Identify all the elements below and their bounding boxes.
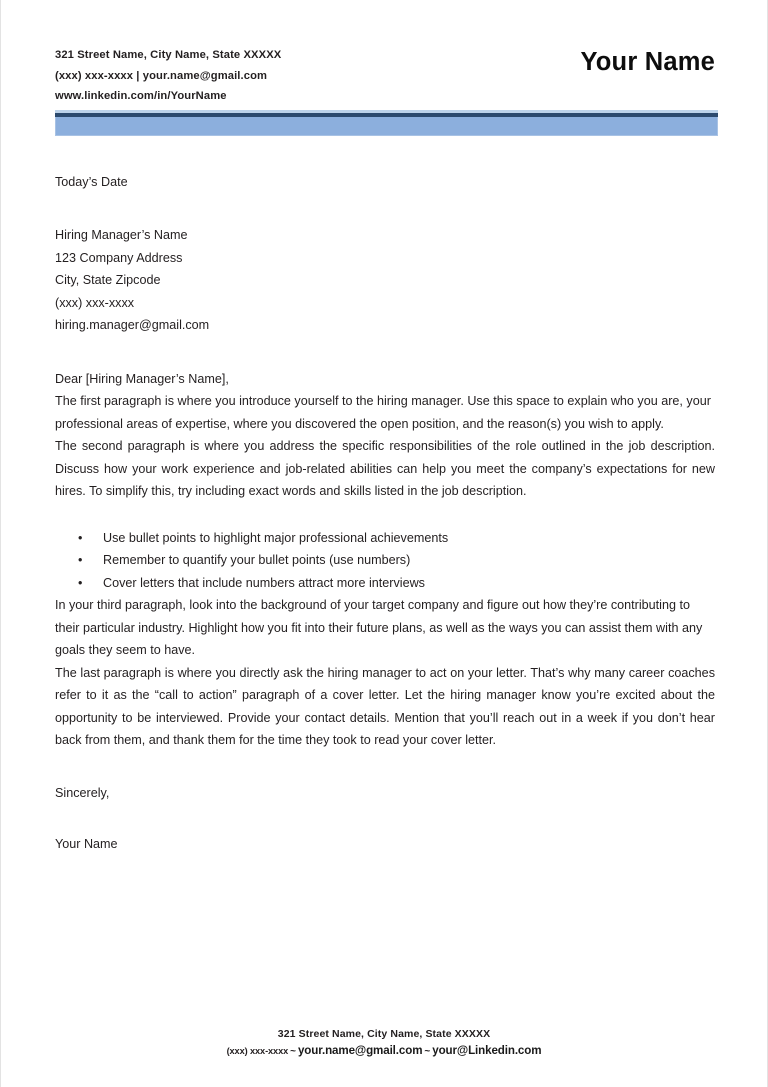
- header-contact-block: [55, 45, 281, 107]
- list-item-label: Remember to quantify your bullet points (use numbers): [103, 553, 411, 567]
- paragraph-three: In your third paragraph, look into the background of your target company and figure out how they’re contributing to their particular industry. Highlight how you fit into their future plans, as well as the ways you can assist them with any goals they seem to have.: [55, 598, 703, 657]
- list-item: [55, 527, 715, 550]
- header-contact-address: 321 Street Name, City Name, State XXXXX: [55, 49, 282, 61]
- bullet-point-icon: •: [78, 530, 83, 545]
- footer-separator-icon: ~: [424, 1046, 431, 1057]
- achievements-bullet-list: [55, 527, 715, 595]
- recipient-name: Hiring Manager’s Name: [55, 228, 188, 242]
- divider-accent-bar: [55, 117, 718, 136]
- paragraph-one: The first paragraph is where you introduce yourself to the hiring manager. Use this space to explain who you are, your professional areas of expertise, where you discovered the open position, and the reason(s) you wish to apply.: [55, 394, 711, 431]
- recipient-block: [55, 224, 715, 337]
- bullet-point-icon: •: [78, 575, 83, 590]
- paragraph-two: The second paragraph is where you address the specific responsibilities of the role outlined in the job description. Discuss how your work experience and job-related abilities can help you meet the company’s expectations for new hires. To simplify this, try including exact words and skills listed in the job description.: [55, 439, 715, 498]
- footer-email: your.name@gmail.com: [297, 1044, 423, 1057]
- header-contact-linkedin: www.linkedin.com/in/YourName: [55, 90, 227, 102]
- footer-contact-line: [1, 1042, 767, 1060]
- signature-name: Your Name: [55, 837, 118, 851]
- footer-linkedin: your@Linkedin.com: [432, 1044, 542, 1057]
- recipient-city-state-zip: City, State Zipcode: [55, 273, 161, 287]
- recipient-address: 123 Company Address: [55, 250, 183, 265]
- recipient-email: hiring.manager@gmail.com: [55, 318, 210, 332]
- header-contact-phone-email: (xxx) xxx-xxxx | your.name@gmail.com: [55, 69, 268, 82]
- footer-address: 321 Street Name, City Name, State XXXXX: [277, 1028, 491, 1040]
- closing-salutation: Sincerely,: [55, 785, 110, 800]
- list-item: [55, 549, 715, 572]
- list-item-label: Use bullet points to highlight major professional achievements: [103, 530, 449, 545]
- recipient-phone: (xxx) xxx-xxxx: [55, 295, 135, 310]
- header-divider-bar: [55, 110, 718, 136]
- bullet-point-icon: •: [78, 553, 83, 567]
- letterhead: [1, 0, 767, 107]
- paragraph-four: The last paragraph is where you directly ask the hiring manager to act on your letter. That’s why many career coaches refer to it as the “call to action” paragraph of a cover letter. Let the hiring manager know you’re excited about the opportunity to be interviewed. Provide your contact details. Mention that you’ll reach out in a week if you don’t hear back from them, and thank them for the time they took to read your cover letter.: [55, 665, 715, 747]
- salutation: Dear [Hiring Manager’s Name],: [55, 371, 229, 386]
- list-item-label: Cover letters that include numbers attract more interviews: [103, 575, 425, 590]
- page-title-author-name: Your Name: [580, 48, 715, 76]
- letter-body: [1, 171, 767, 856]
- footer-phone: (xxx) xxx-xxxx: [226, 1046, 289, 1056]
- list-item: [55, 572, 715, 595]
- letter-date: Today’s Date: [55, 174, 128, 189]
- footer-separator-icon: ~: [290, 1046, 296, 1057]
- page-footer: [1, 1026, 767, 1060]
